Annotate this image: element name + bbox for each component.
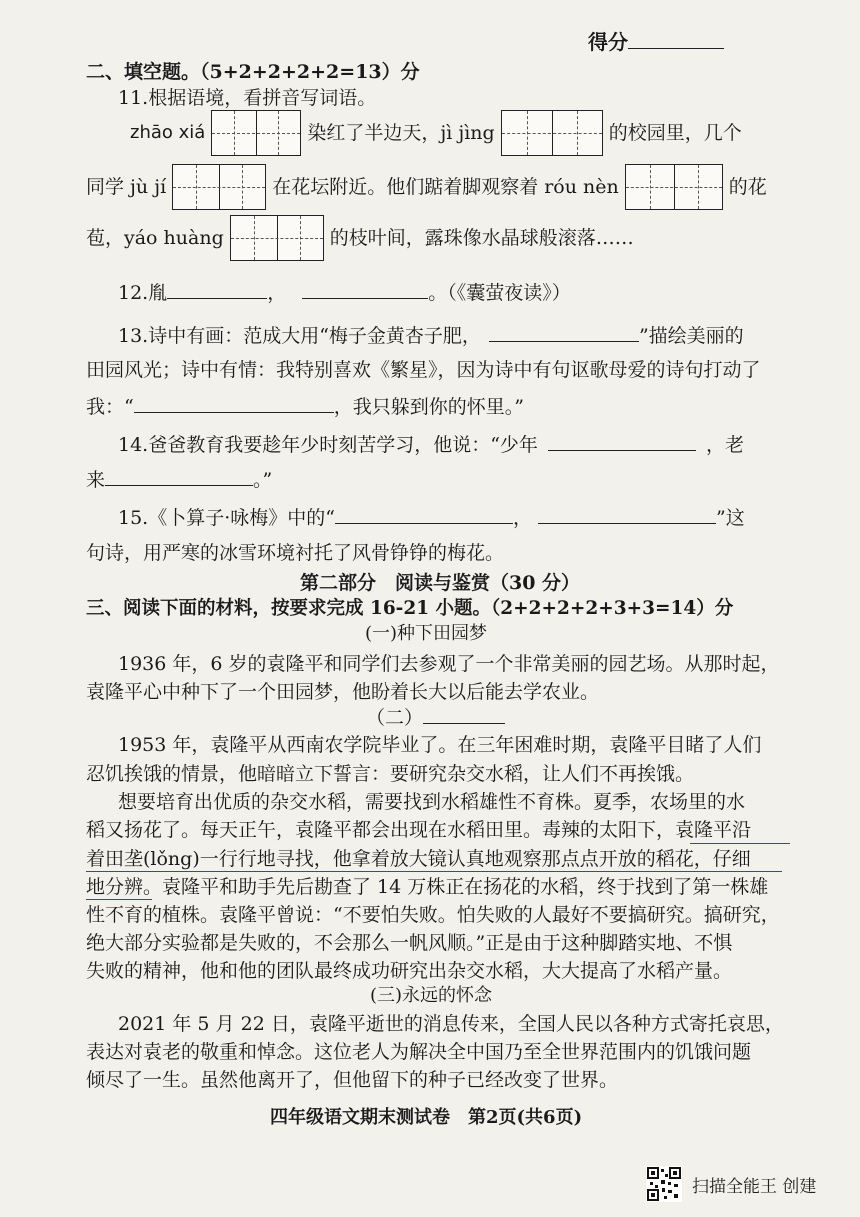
question-12: 12.胤 ， 。（《囊萤夜读》） [118, 282, 571, 304]
score-label: 得分 [588, 30, 724, 54]
question-13-line-2: 田园风光；诗中有情：我特别喜欢《繁星》，因为诗中有句讴歌母爱的诗句打动了 [86, 359, 761, 381]
q11-row-2 [86, 162, 767, 212]
watermark [646, 1166, 816, 1202]
passage-line: 表达对袁老的敬重和悼念。这位老人为解决全中国乃至全世界范围内的饥饿问题 [86, 1041, 752, 1063]
passage-line: 稻又扬花了。每天正午，袁隆平都会出现在水稻田里。毒辣的太阳下，袁隆平沿 [86, 819, 752, 841]
watermark-text: 扫描全能王 创建 [692, 1176, 817, 1197]
q11-text: 在花坛附近。他们踮着脚观察着 róu nèn [272, 176, 619, 198]
question-13-line-3: 我：“ ，我只躲到你的怀里。” [86, 396, 524, 418]
q11-text: 同学 jù jí [86, 176, 167, 198]
pinyin: zhāo xiá [130, 122, 206, 143]
answer-grid[interactable] [211, 110, 301, 156]
q11-text: 染红了半边天，jì jìng [307, 122, 495, 144]
question-11-prompt: 11.根据语境，看拼音写词语。 [118, 87, 377, 109]
passage-line: 绝大部分实验都是失败的，不会那么一帆风顺。”正是由于这种脚踏实地、不惧 [86, 932, 733, 954]
question-15-line-2: 句诗，用严寒的冰雪环境衬托了风骨铮铮的梅花。 [86, 542, 505, 564]
q11-row-1 [130, 108, 742, 158]
q11-text: 的校园里，几个 [608, 122, 742, 144]
passage-heading: （二） [366, 705, 505, 730]
passage-line: 2021 年 5 月 22 日，袁隆平逝世的消息传来，全国人民以各种方式寄托哀思， [118, 1013, 784, 1035]
answer-blank[interactable] [548, 432, 696, 451]
answer-blank[interactable] [423, 705, 505, 724]
q11-text: 的花 [728, 176, 767, 198]
answer-grid[interactable] [172, 164, 266, 210]
q11-text: 苞，yáo huàng [86, 227, 224, 249]
passage-line: 失败的精神，他和他的团队最终成功研究出杂交水稻，大大提高了水稻产量。 [86, 960, 733, 982]
part-title: 第二部分 阅读与鉴赏（30 分） [300, 572, 581, 594]
q11-text: 的枝叶间，露珠像水晶球般滚落…… [329, 227, 634, 249]
section-title: 二、填空题。（5+2+2+2+2=13）分 [86, 61, 420, 83]
answer-blank[interactable] [538, 505, 716, 524]
passage-line: 1953 年，袁隆平从西南农学院毕业了。在三年困难时期，袁隆平目睹了人们 [118, 734, 762, 756]
answer-grid[interactable] [230, 215, 324, 261]
q11-row-3 [86, 213, 634, 263]
passage-heading: (一)种下田园梦 [365, 623, 488, 644]
answer-grid[interactable] [625, 164, 723, 210]
passage-line: 性不育的植株。袁隆平曾说：“不要怕失败。怕失败的人最好不要搞研究。搞研究， [86, 904, 780, 926]
answer-blank[interactable] [489, 323, 639, 342]
answer-blank[interactable] [302, 280, 428, 299]
handwritten-underline [86, 871, 782, 872]
passage-line: 想要培育出优质的杂交水稻，需要找到水稻雄性不育株。夏季，农场里的水 [118, 791, 746, 813]
answer-blank[interactable] [335, 505, 513, 524]
question-15: 15.《卜算子·咏梅》中的“ ， ”这 [118, 507, 745, 529]
passage-line: 忍饥挨饿的情景，他暗暗立下誓言：要研究杂交水稻，让人们不再挨饿。 [86, 763, 695, 785]
answer-blank[interactable] [167, 280, 267, 299]
passage-line: 着田垄(lǒng)一行行地寻找，他拿着放大镜认真地观察那点点开放的稻花，仔细 [86, 848, 751, 870]
passage-line: 1936 年，6 岁的袁隆平和同学们去参观了一个非常美丽的园艺场。从那时起， [118, 653, 780, 675]
answer-blank[interactable] [105, 467, 253, 486]
section-title: 三、阅读下面的材料，按要求完成 16-21 小题。（2+2+2+2+3+3=14）分 [86, 598, 734, 619]
question-14-line-2: 来 。” [86, 469, 273, 491]
answer-blank[interactable] [134, 394, 334, 413]
question-14: 14.爸爸教育我要趁年少时刻苦学习，他说：“少年 ，老 [118, 434, 744, 456]
passage-line: 倾尽了一生。虽然他离开了，但他留下的种子已经改变了世界。 [86, 1069, 619, 1091]
handwritten-underline [86, 899, 152, 900]
answer-grid[interactable] [501, 110, 603, 156]
qr-code-icon [646, 1166, 682, 1202]
question-13: 13.诗中有画：范成大用“梅子金黄杏子肥， ”描绘美丽的 [118, 325, 744, 347]
passage-line: 袁隆平心中种下了一个田园梦，他盼着长大以后能去学农业。 [86, 681, 600, 703]
passage-heading: (三)永远的怀念 [370, 985, 493, 1006]
page-footer: 四年级语文期末测试卷 第2页(共6页) [270, 1107, 583, 1128]
passage-line: 地分辨。袁隆平和助手先后勘查了 14 万株正在扬花的水稻，终于找到了第一株雄 [86, 876, 769, 898]
handwritten-underline [690, 843, 790, 844]
